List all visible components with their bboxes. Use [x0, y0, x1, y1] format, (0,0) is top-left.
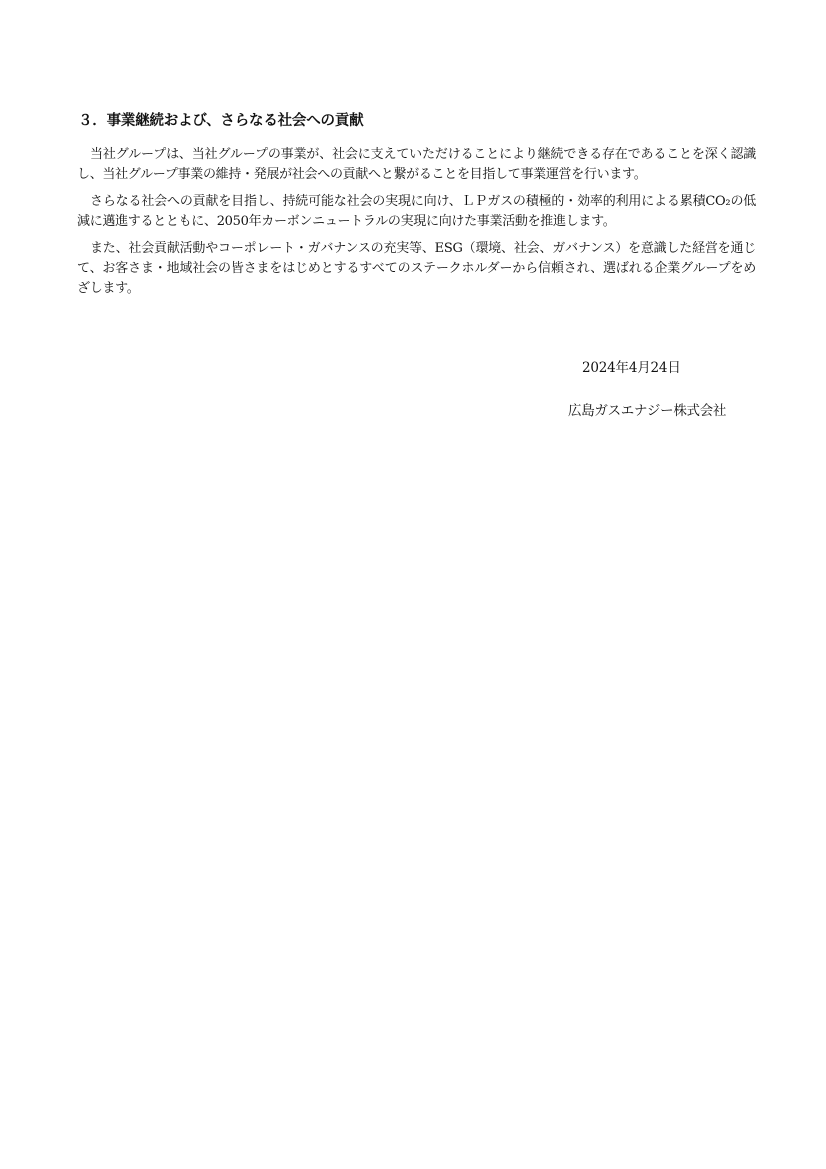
paragraph-3: また、社会貢献活動やコーポレート・ガバナンスの充実等、ESG（環境、社会、ガバナンス）を意識した経営を通じて、お客さま・地域社会の皆さまをはじめとするすべてのステークホルダーから信頼され、選ばれる企業グループをめざします。 [77, 241, 756, 296]
issue-date: 2024年4月24日 [582, 360, 681, 376]
paragraph-2: さらなる社会への貢献を目指し、持続可能な社会の実現に向け、ＬＰガスの積極的・効率的利用による累積CO₂の低減に邁進するとともに、2050年カーボンニュートラルの実現に向けた事業活動を推進します。 [77, 194, 756, 229]
section-heading: ３．事業継続および、さらなる社会への貢献 [78, 113, 364, 129]
section-body [77, 145, 756, 306]
paragraph-1: 当社グループは、当社グループの事業が、社会に支えていただけることにより継続できる存在であることを深く認識し、当社グループ事業の維持・発展が社会への貢献へと繋がることを目指して事業運営を行います。 [77, 147, 756, 182]
company-name: 広島ガスエナジー株式会社 [568, 403, 727, 419]
